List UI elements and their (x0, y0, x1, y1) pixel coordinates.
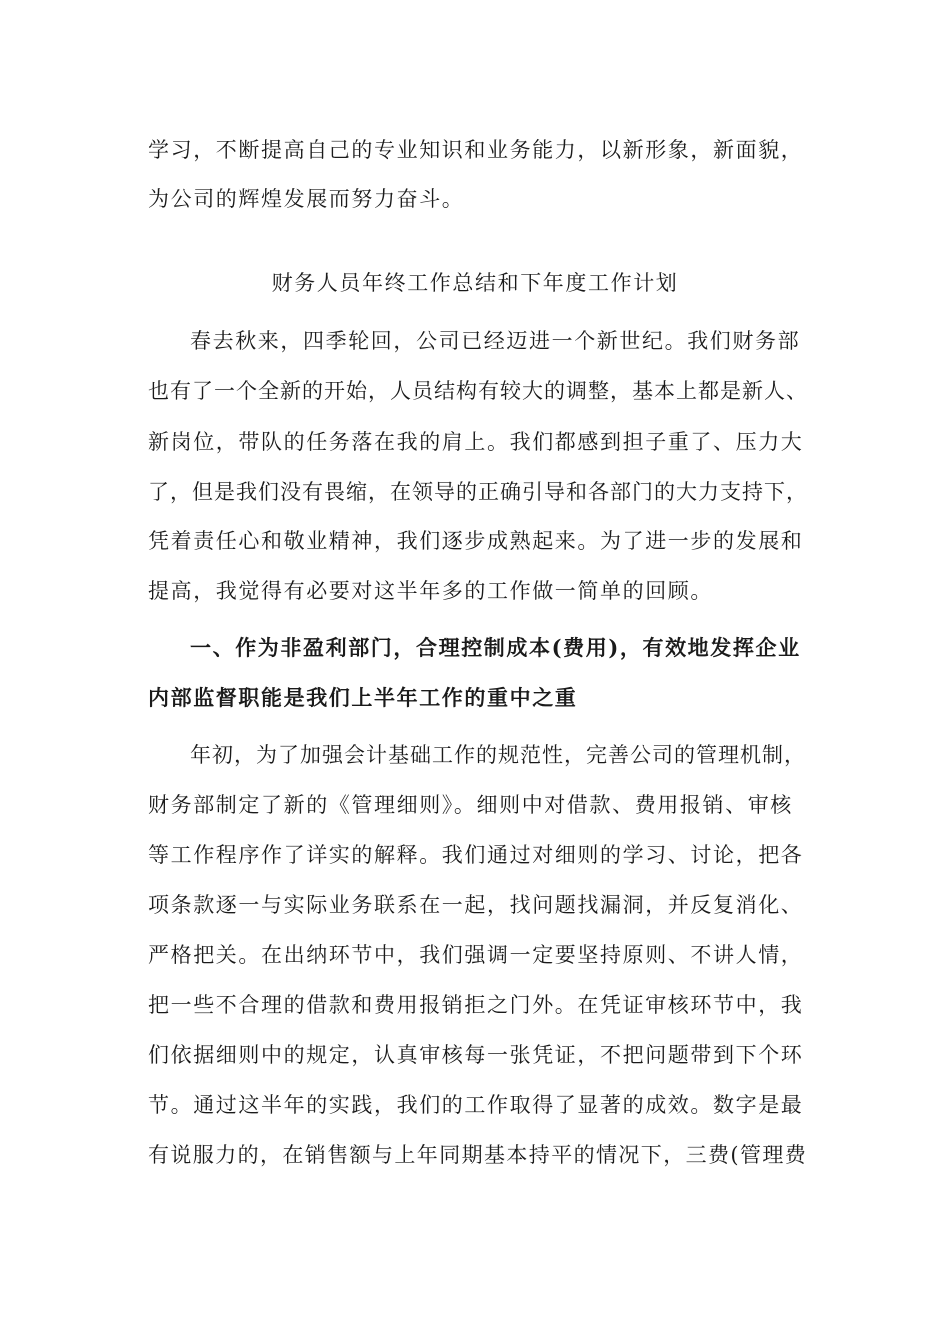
section-heading-line: 一、作为非盈利部门，合理控制成本(费用)，有效地发挥企业 (190, 635, 801, 660)
paragraph-line: 节。通过这半年的实践，我们的工作取得了显著的成效。数字是最 (148, 1093, 804, 1117)
paragraph-line: 有说服力的，在销售额与上年同期基本持平的情况下，三费(管理费 (148, 1143, 808, 1167)
paragraph-line: 们依据细则中的规定，认真审核每一张凭证，不把问题带到下个环 (148, 1043, 804, 1067)
paragraph-line: 凭着责任心和敬业精神，我们逐步成熟起来。为了进一步的发展和 (148, 529, 804, 553)
intro-line: 为公司的辉煌发展而努力奋斗。 (148, 187, 465, 211)
paragraph-line: 提高，我觉得有必要对这半年多的工作做一简单的回顾。 (148, 579, 713, 603)
intro-line: 学习，不断提高自己的专业知识和业务能力，以新形象，新面貌， (148, 138, 804, 162)
paragraph-line: 也有了一个全新的开始，人员结构有较大的调整，基本上都是新人、 (148, 379, 808, 403)
paragraph-line: 了，但是我们没有畏缩，在领导的正确引导和各部门的大力支持下， (148, 480, 808, 504)
document-title: 财务人员年终工作总结和下年度工作计划 (271, 271, 679, 295)
paragraph-line: 等工作程序作了详实的解释。我们通过对细则的学习、讨论，把各 (148, 843, 804, 867)
section-heading-line: 内部监督职能是我们上半年工作的重中之重 (148, 685, 578, 710)
paragraph-line: 项条款逐一与实际业务联系在一起，找问题找漏洞，并反复消化、 (148, 893, 804, 917)
paragraph-line: 把一些不合理的借款和费用报销拒之门外。在凭证审核环节中，我 (148, 993, 804, 1017)
paragraph-line: 财务部制定了新的《管理细则》。细则中对借款、费用报销、审核 (148, 793, 793, 817)
paragraph-line: 严格把关。在出纳环节中，我们强调一定要坚持原则、不讲人情， (148, 943, 804, 967)
paragraph-line: 新岗位，带队的任务落在我的肩上。我们都感到担子重了、压力大 (148, 430, 804, 454)
paragraph-line: 春去秋来，四季轮回，公司已经迈进一个新世纪。我们财务部 (190, 329, 801, 353)
paragraph-line: 年初，为了加强会计基础工作的规范性，完善公司的管理机制， (190, 743, 806, 767)
